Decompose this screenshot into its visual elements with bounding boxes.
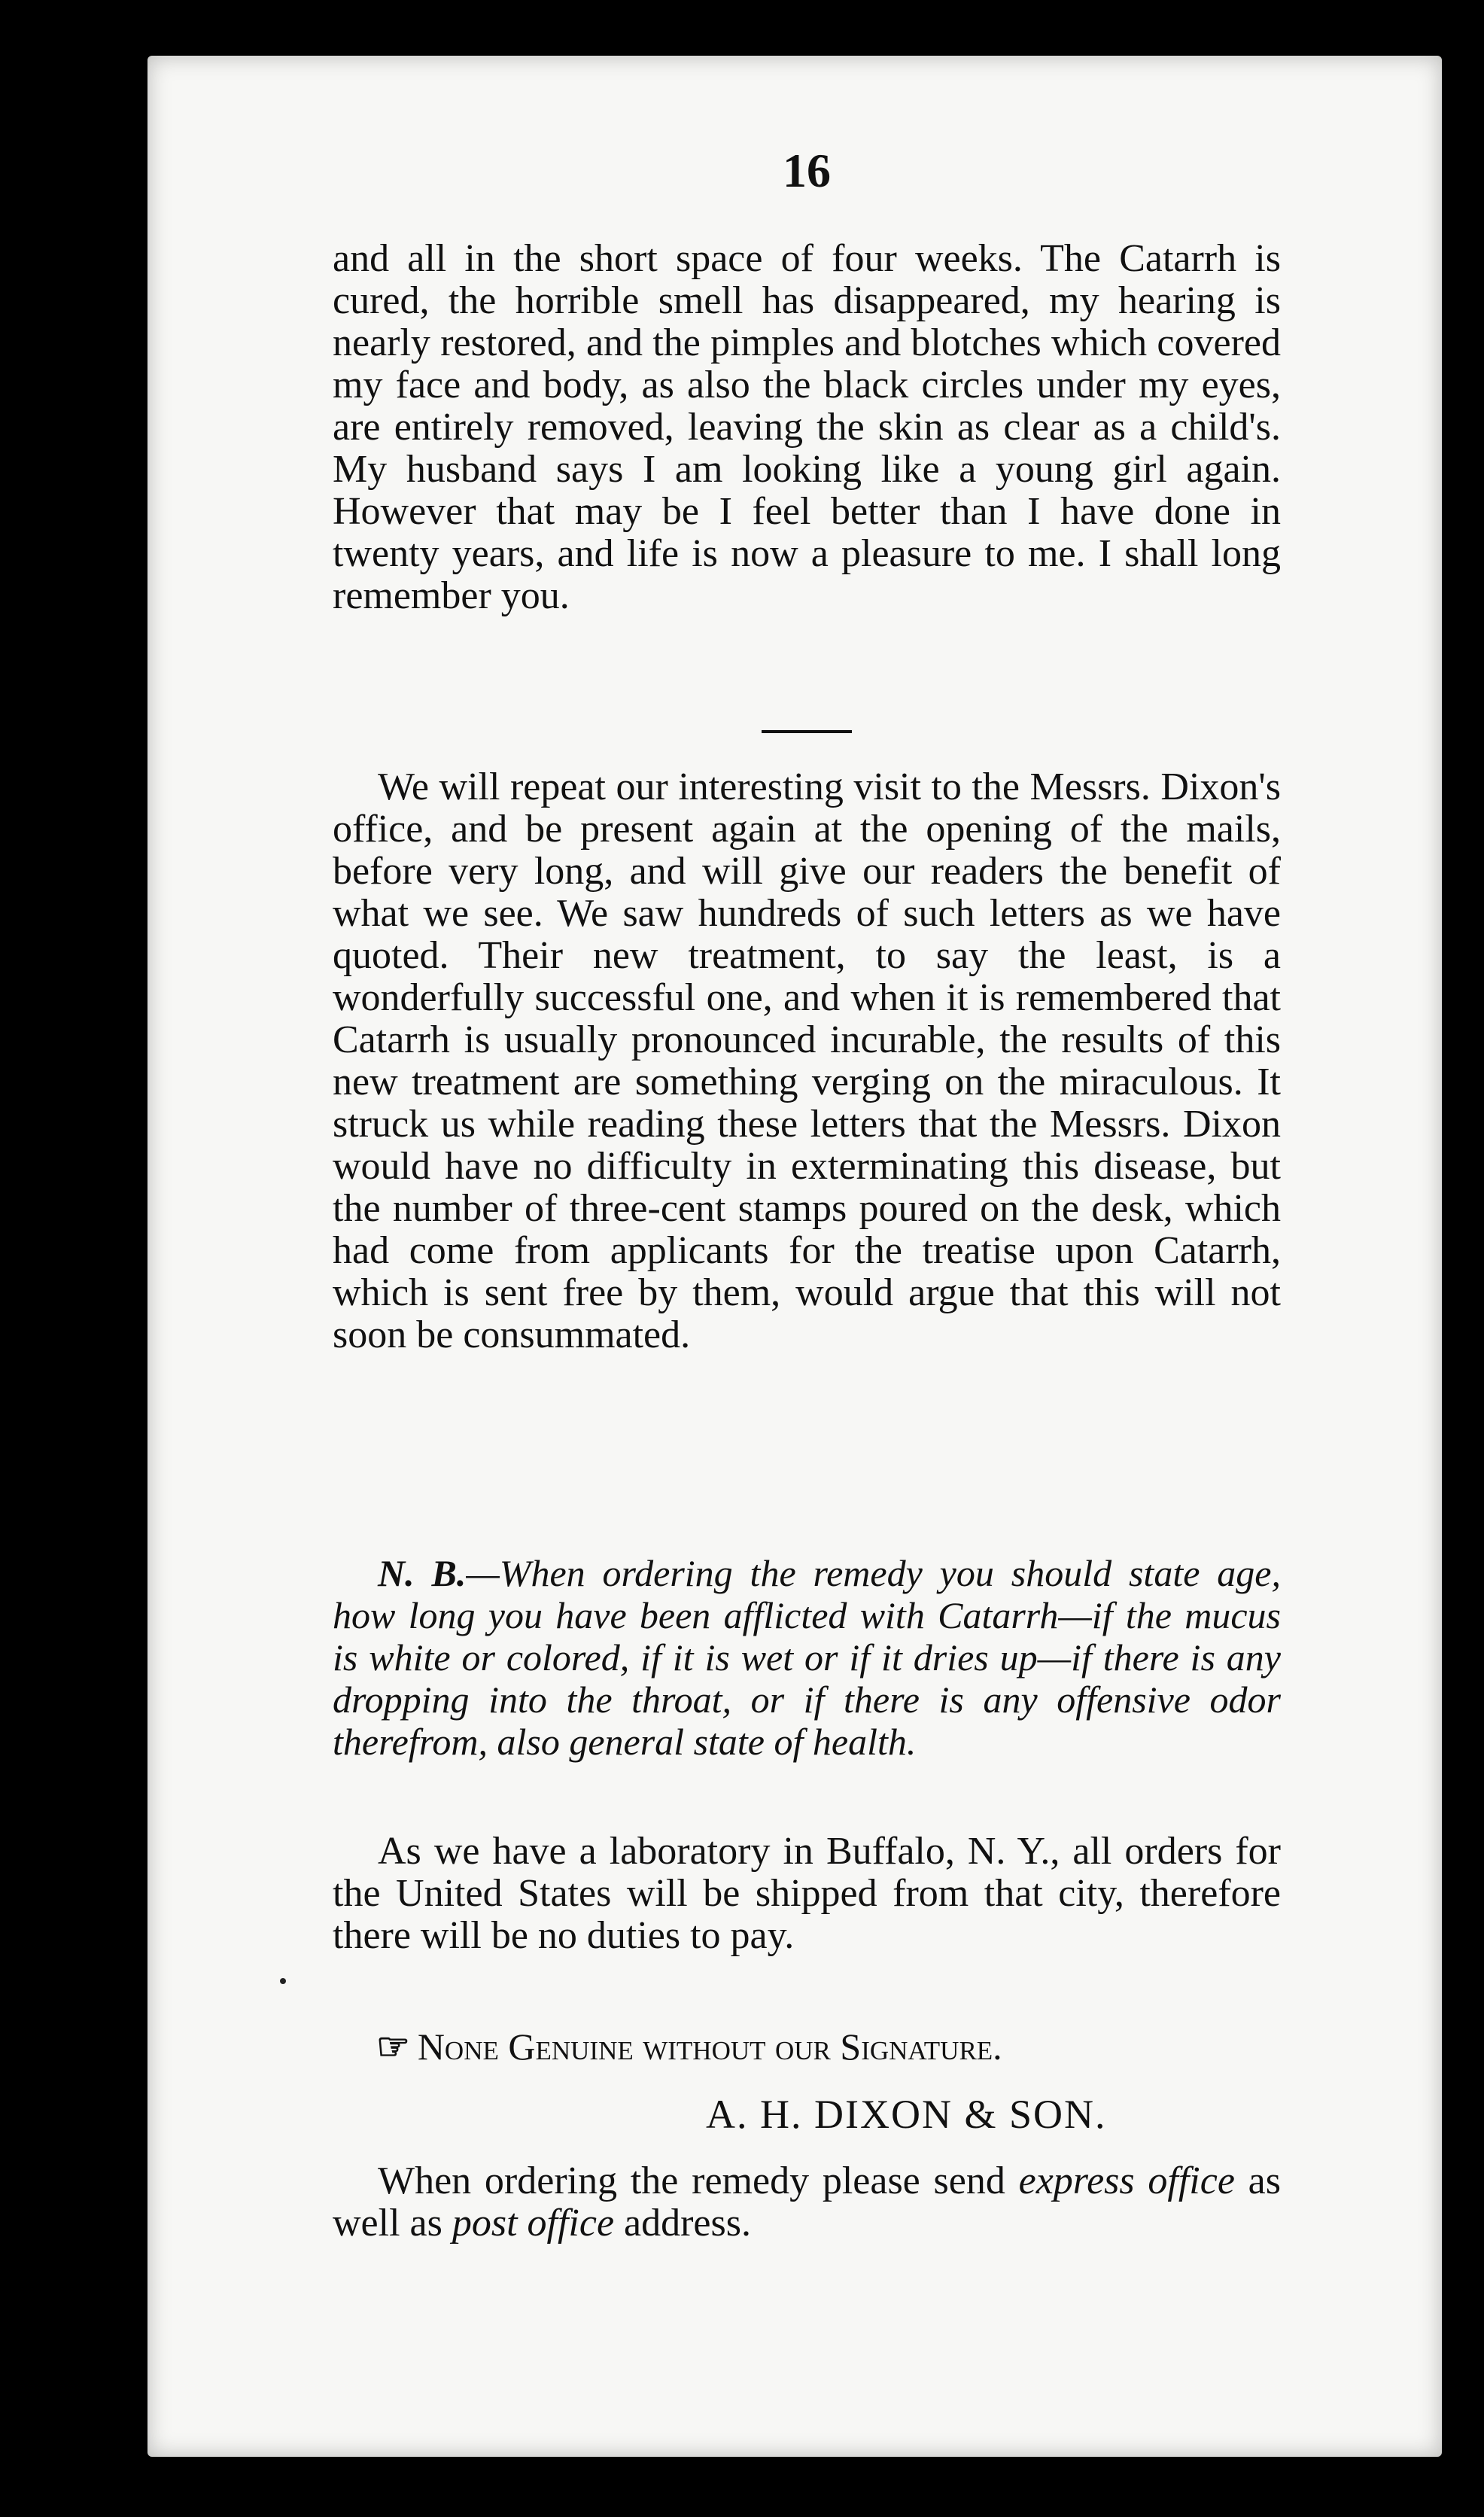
closing-text-1: When ordering the remedy please send: [378, 2159, 1019, 2202]
nota-bene-label: N. B.: [378, 1552, 467, 1594]
page-number: 16: [783, 144, 831, 197]
section-divider: [762, 730, 852, 733]
genuine-notice: [376, 2025, 1002, 2068]
nota-bene-text: —When ordering the remedy you should state age, how long you have been afflicted with Catarrh—if the mucus is white or colored, if it is wet or if it dries up—if there is any dropping into the throat, or if there is any offensive odor therefrom, also general state of health.: [333, 1552, 1281, 1763]
closing-post-office: post office: [452, 2202, 615, 2245]
nota-bene-note: [333, 1552, 1281, 1763]
laboratory-paragraph: As we have a laboratory in Buffalo, N. Y., all orders for the United States will be shipped from that city, therefore there will be no duties to pay.: [333, 1830, 1281, 1957]
closing-paragraph: [333, 2160, 1281, 2245]
pointing-hand-icon: ☞: [376, 2025, 410, 2068]
ink-speck: [280, 1978, 286, 1984]
closing-text-2: as well as: [333, 2159, 1281, 2245]
company-signature: A. H. DIXON & SON.: [706, 2092, 1107, 2137]
editorial-paragraph: We will repeat our interesting visit to the Messrs. Dixon's office, and be present again at the opening of the mails, before very long, and will give our readers the benefit of what we see. We saw hundreds of such letters as we have quoted. Their new treatment, to say the least, is a wonderfully successful one, and when it is remembered that Catarrh is usually pronounced incurable, the results of this new treatment are something verging on the miraculous. It struck us while reading these letters that the Messrs. Dixon would have no difficulty in exterminating this disease, but the number of three-cent stamps poured on the desk, which had come from applicants for the treatise upon Catarrh, which is sent free by them, would argue that this will not soon be consummated.: [333, 765, 1281, 1356]
closing-express-office: express office: [1018, 2159, 1235, 2202]
closing-text-3: address.: [614, 2202, 751, 2245]
testimonial-paragraph: and all in the short space of four weeks. The Catarrh is cured, the horrible smell has disappeared, my hearing is nearly restored, and the pimples and blotches which covered my face and body, as also the black circles under my eyes, are entirely removed, leaving the skin as clear as a child's. My husband says I am looking like a young girl again. However that may be I feel better than I have done in twenty years, and life is now a pleasure to me. I shall long remember you.: [333, 237, 1281, 617]
genuine-notice-text: None Genuine without our Signature.: [417, 2025, 1002, 2068]
